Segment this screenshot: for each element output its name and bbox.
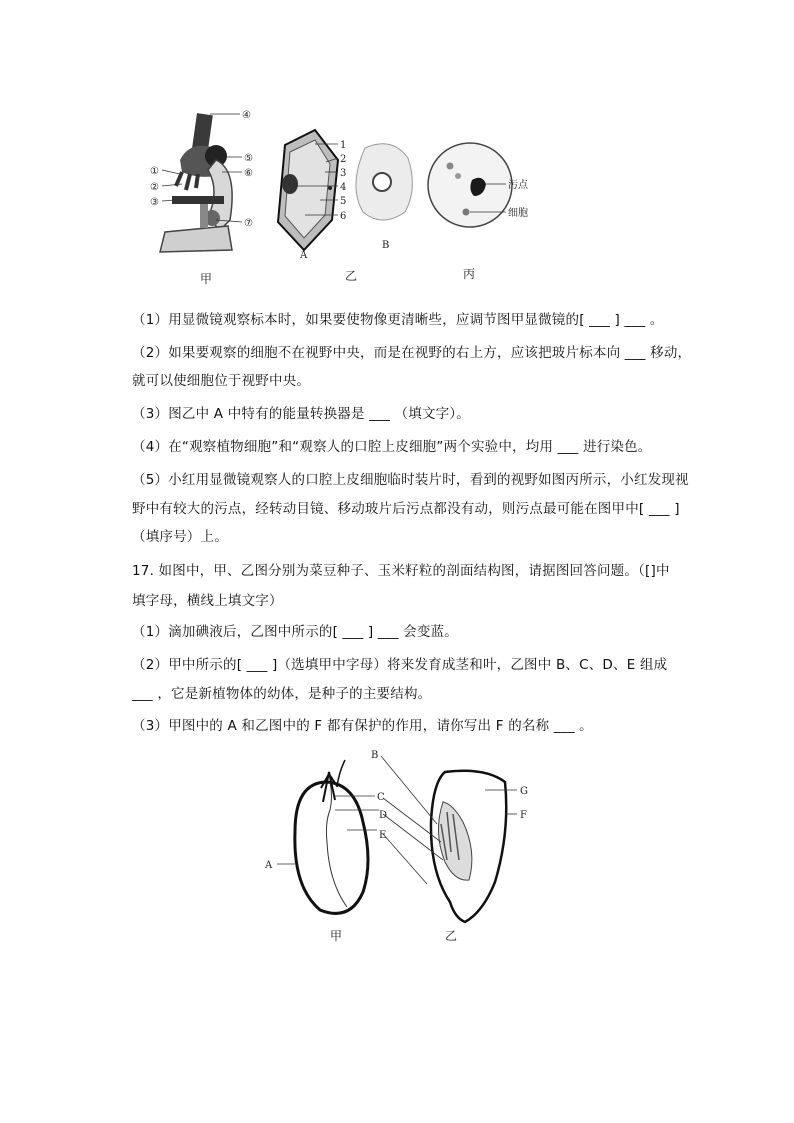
q16-sub5-line2: 野中有较大的污点，经转动目镜、移动玻片后污点都没有动，则污点最可能在图甲中[ ___ ] [132, 501, 680, 517]
view-label-stain: 污点 [508, 180, 528, 191]
animal-cell-drawing [356, 144, 412, 220]
seed-label-d: D [379, 810, 388, 821]
caption-bing: 丙 [463, 267, 476, 281]
q16-sub3: （3）图乙中 A 中特有的能量转换器是 ___ （填文字）。 [132, 406, 470, 422]
q16-sub4: （4）在“观察植物细胞”和“观察人的口腔上皮细胞”两个实验中，均用 ___ 进行染色。 [132, 439, 652, 455]
q16-sub2-line1: （2）如果要观察的细胞不在视野中央，而是在视野的右上方，应该把玻片标本向 ___ 移动， [132, 345, 692, 361]
cell-label-6: 6 [340, 211, 347, 222]
q16-sub5-line1: （5）小红用显微镜观察人的口腔上皮细胞临时装片时，看到的视野如图丙所示，小红发现视 [132, 472, 689, 488]
figure-seeds [255, 742, 555, 947]
cell-label-1: 1 [340, 140, 347, 151]
seed-label-c: C [377, 792, 385, 803]
cell-letter-a: A [300, 250, 308, 261]
microscope-drawing [160, 113, 232, 252]
cell-letter-b: B [382, 240, 390, 251]
cell-label-2: 2 [340, 154, 347, 165]
cell-label-5: 5 [340, 196, 347, 207]
bean-seed-drawing [295, 760, 368, 913]
q17-sub3: （3）甲图中的 A 和乙图中的 F 都有保护的作用，请你写出 F 的名称 ___ 。 [132, 718, 593, 734]
label-4: ④ [242, 110, 251, 121]
cell-label-4: 4 [340, 182, 347, 193]
q17-sub2-line1: （2）甲中所示的[ ___ ]（选填甲中字母）将来发育成茎和叶，乙图中 B、C、D、E 组成 [132, 657, 668, 673]
seed-label-b: B [371, 750, 379, 761]
caption-corn: 乙 [445, 929, 458, 943]
label-1: ① [150, 166, 159, 177]
plant-cell-drawing [278, 130, 338, 250]
field-of-view-drawing [428, 143, 529, 281]
cell-label-3: 3 [340, 168, 347, 179]
q17-sub2-line2: ___ ，它是新植物体的幼体，是种子的主要结构。 [132, 686, 432, 702]
label-3: ③ [150, 197, 159, 208]
q17-stem-line1: 17. 如图中，甲、乙图分别为菜豆种子、玉米籽粒的剖面结构图，请据图回答问题。（[]中 [132, 563, 670, 579]
q16-sub1: （1）用显微镜观察标本时，如果要使物像更清晰些，应调节图甲显微镜的[ ___ ] ___ 。 [132, 312, 664, 328]
caption-bean: 甲 [330, 929, 343, 943]
seed-label-e: E [379, 830, 387, 841]
q17-stem-line2: 填字母，横线上填文字） [132, 593, 283, 609]
view-label-cell: 细胞 [508, 208, 528, 219]
caption-jia: 甲 [200, 272, 213, 286]
corn-kernel-drawing [431, 771, 506, 922]
q17-sub1: （1）滴加碘液后，乙图中所示的[ ___ ] ___ 会变蓝。 [132, 624, 458, 640]
label-2: ② [150, 182, 159, 193]
seed-label-f: F [520, 810, 527, 821]
seed-label-g: G [520, 786, 528, 797]
seed-label-a: A [265, 860, 273, 871]
caption-yi: 乙 [345, 269, 358, 283]
q16-sub2-line2: 就可以使细胞位于视野中央。 [132, 373, 311, 389]
label-7: ⑦ [244, 218, 253, 229]
label-6: ⑥ [244, 168, 253, 179]
figure-microscope-cells [120, 100, 540, 295]
label-5: ⑤ [244, 153, 253, 164]
q16-sub5-line3: （填序号）上。 [132, 529, 228, 545]
